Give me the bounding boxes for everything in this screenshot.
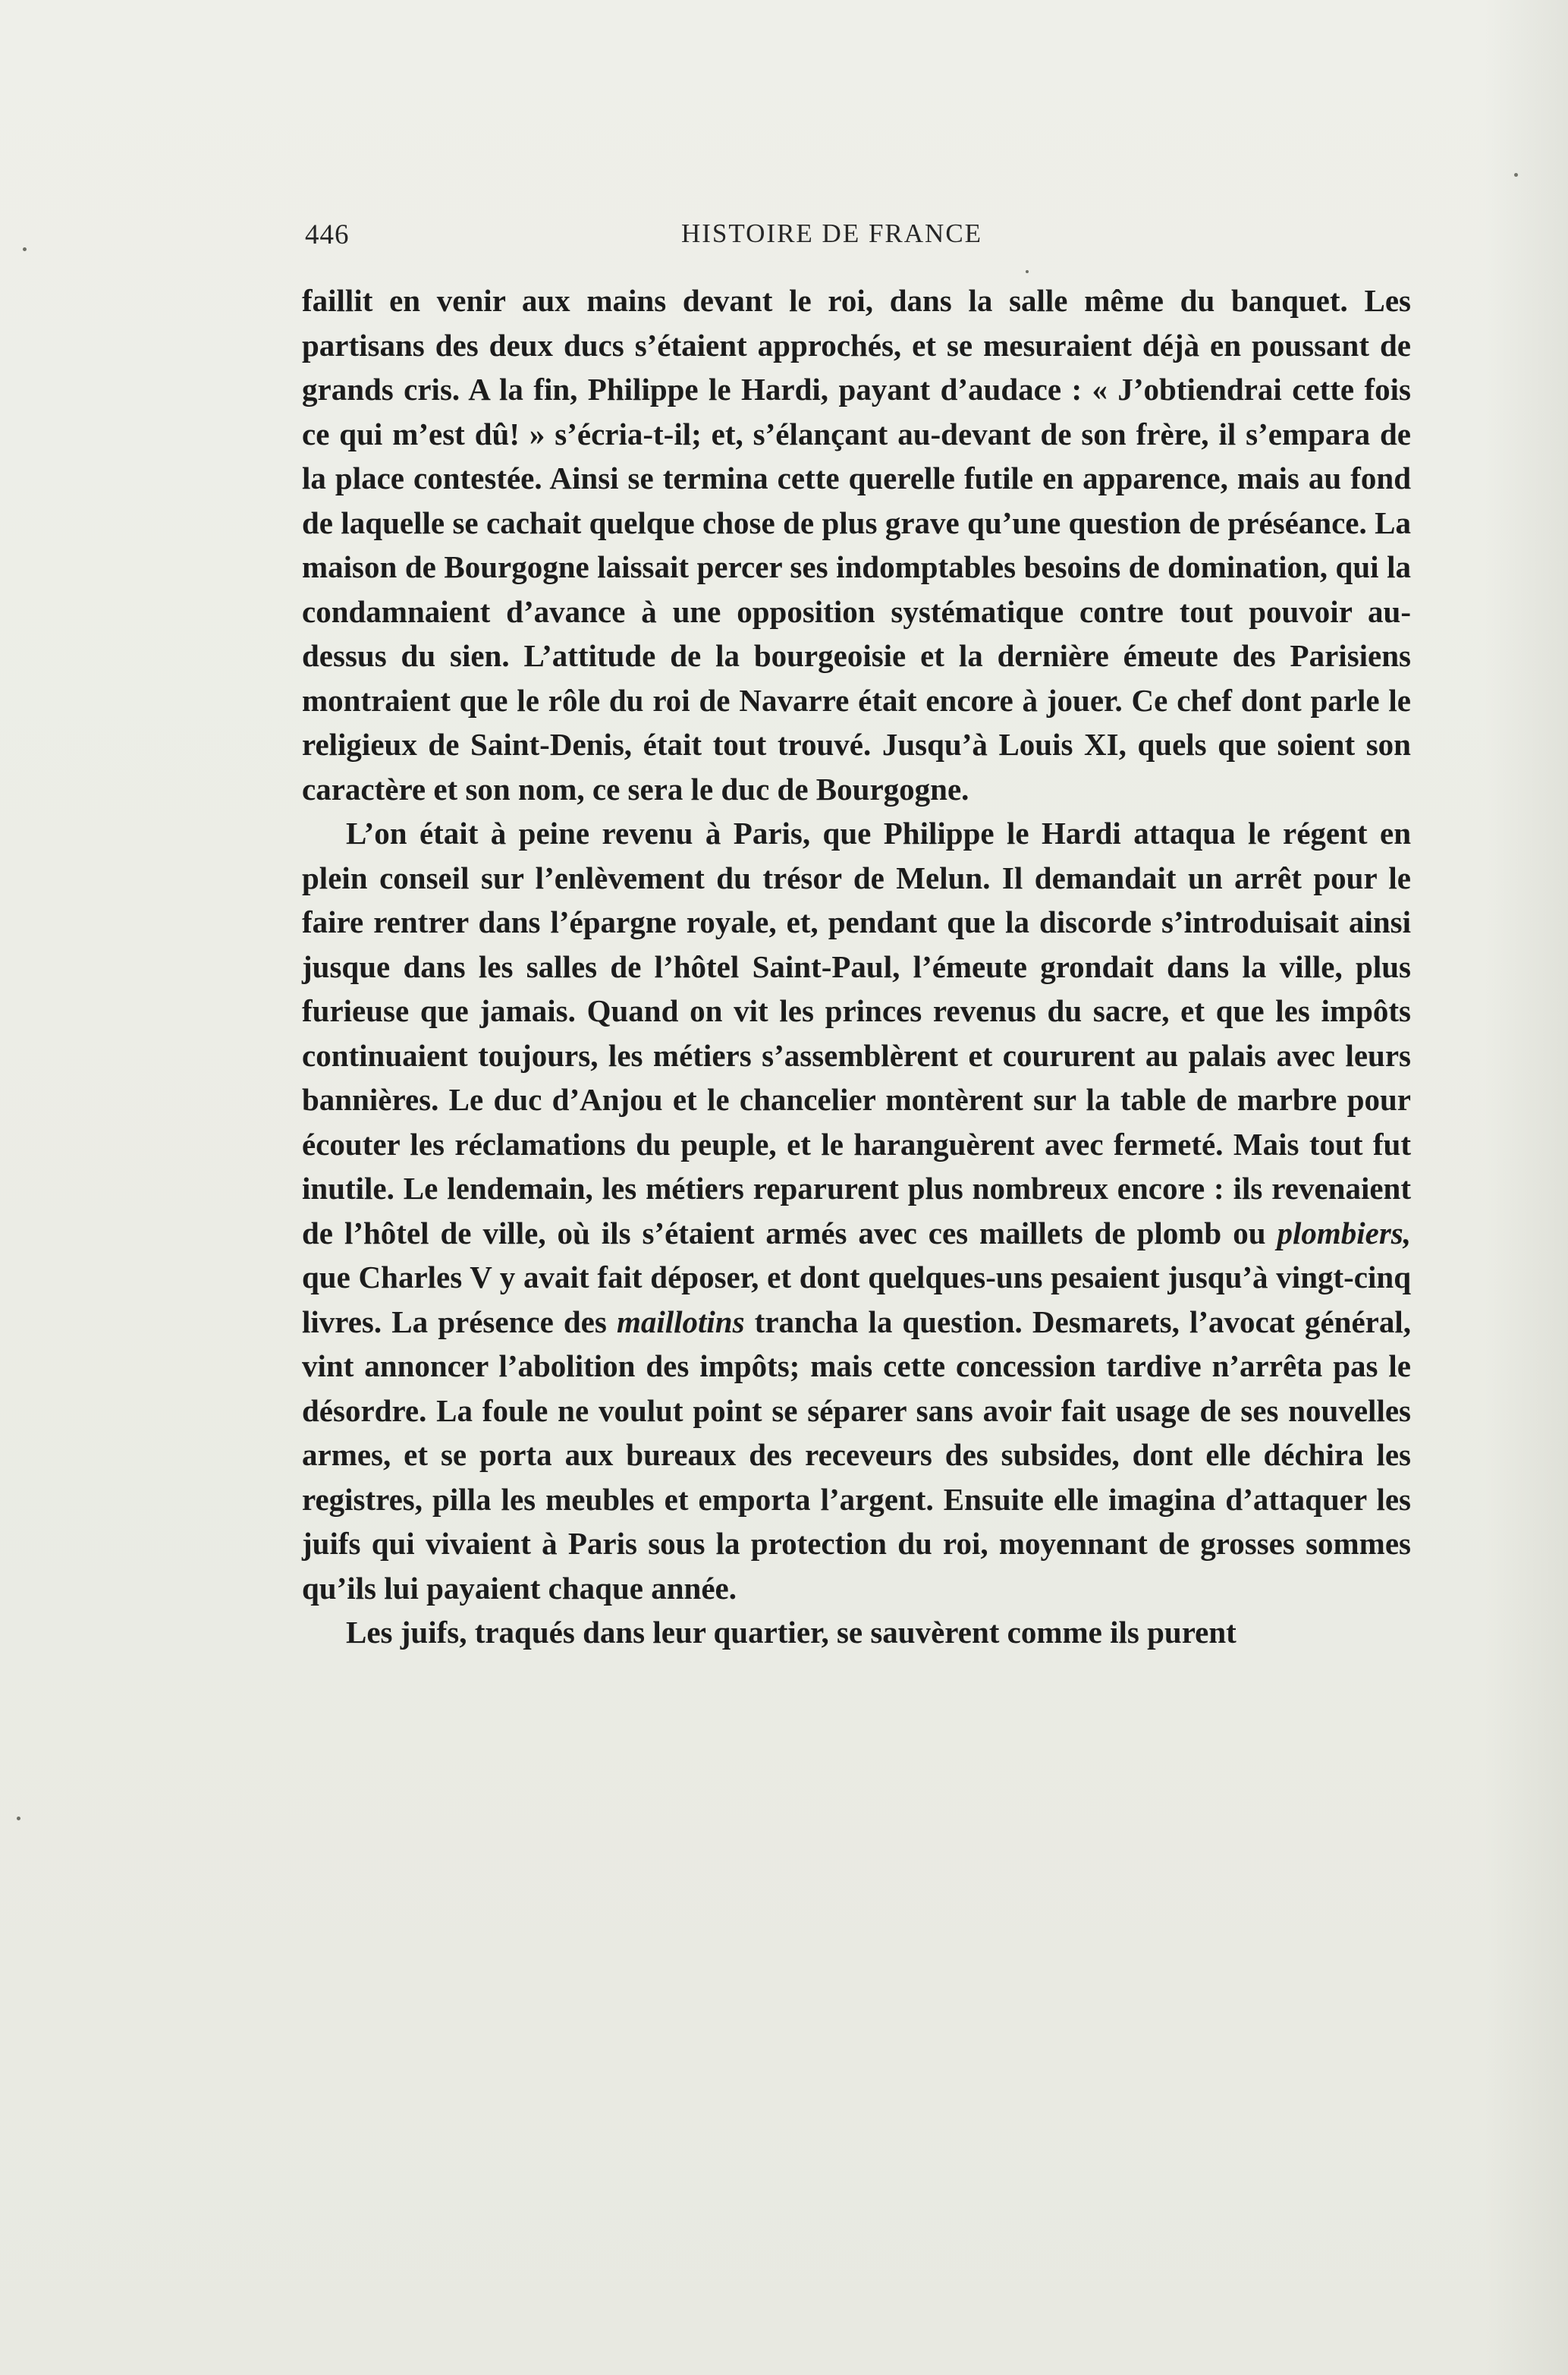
paragraph-2 (302, 811, 1411, 1610)
paper-speck (17, 1817, 20, 1820)
paper-speck (1026, 270, 1029, 273)
paragraph-text: L’on était à peine revenu à Paris, que Philippe le Hardi attaqua le régent en plein conseil sur l’enlèvement du trésor de Melun. Il demandait un arrêt pour le faire rentrer dans l’épargne royale, et, pendant que la discorde s’introduisait ainsi jusque dans les salles de l’hôtel Saint-Paul, l’émeute grondait dans la ville, plus furieuse que jamais. Quand on vit les princes revenus du sacre, et que les impôts continuaient toujours, les métiers s’assemblèrent et coururent au palais avec leurs bannières. Le duc d’Anjou et le chancelier montèrent sur la table de marbre pour écouter les réclamations du peuple, et le haranguèrent avec fermeté. Mais tout fut inutile. Le lendemain, les métiers reparurent plus nombreux encore : ils revenaient de l’hôtel de ville, où ils s’étaient armés avec ces maillets de plomb ou (302, 816, 1411, 1250)
paragraph-text: que Charles V y avait fait déposer, et dont quelques-uns pesaient jusqu’à vingt-cinq livres. La présence des (302, 1260, 1411, 1339)
running-title: HISTOIRE DE FRANCE (681, 219, 983, 248)
paper-speck (1514, 173, 1518, 177)
italic-term: plombiers, (1277, 1215, 1411, 1250)
paragraph-text: faillit en venir aux mains devant le roi, dans la salle même du banquet. Les partisans des deux ducs s’étaient approchés, et se mesuraient déjà en poussant de grands cris. A la fin, Philippe le Hardi, payant d’audace : « J’obtiendrai cette fois ce qui m’est dû! » s’écria-t-il; et, s’élançant au-devant de son frère, il s’empara de la place contestée. Ainsi se termina cette querelle futile en apparence, mais au fond de laquelle se cachait quelque chose de plus grave qu’une question de préséance. La maison de Bourgogne laissait percer ses indomptables besoins de domination, qui la condamnaient d’avance à une opposition systématique contre tout pouvoir au-dessus du sien. L’attitude de la bourgeoisie et la dernière émeute des Parisiens montraient que le rôle du roi de Navarre était encore à jouer. Ce chef dont parle le religieux de Saint-Denis, était tout trouvé. Jusqu’à Louis XI, quels que soient son caractère et son nom, ce sera le duc de Bourgogne. (302, 283, 1411, 807)
page-number: 446 (305, 219, 350, 250)
body-text (302, 278, 1411, 1655)
paragraph-text: trancha la question. Desmarets, l’avocat général, vint annoncer l’abolition des impôts; mais cette concession tardive n’arrêta pas le désordre. La foule ne voulut point se séparer sans avoir fait usage de ses nouvelles armes, et se porta aux bureaux des receveurs des subsides, dont elle déchira les registres, pilla les meubles et emporta l’argent. Ensuite elle imagina d’attaquer les juifs qui vivaient à Paris sous la protection du roi, moyennant de grosses sommes qu’ils lui payaient chaque année. (302, 1304, 1411, 1606)
page-header (305, 219, 1412, 256)
paragraph-1 (302, 278, 1411, 811)
paper-speck (23, 247, 27, 251)
italic-term: maillotins (616, 1304, 745, 1339)
paragraph-3 (302, 1610, 1411, 1655)
paragraph-text: Les juifs, traqués dans leur quartier, se sauvèrent comme ils purent (346, 1615, 1236, 1650)
